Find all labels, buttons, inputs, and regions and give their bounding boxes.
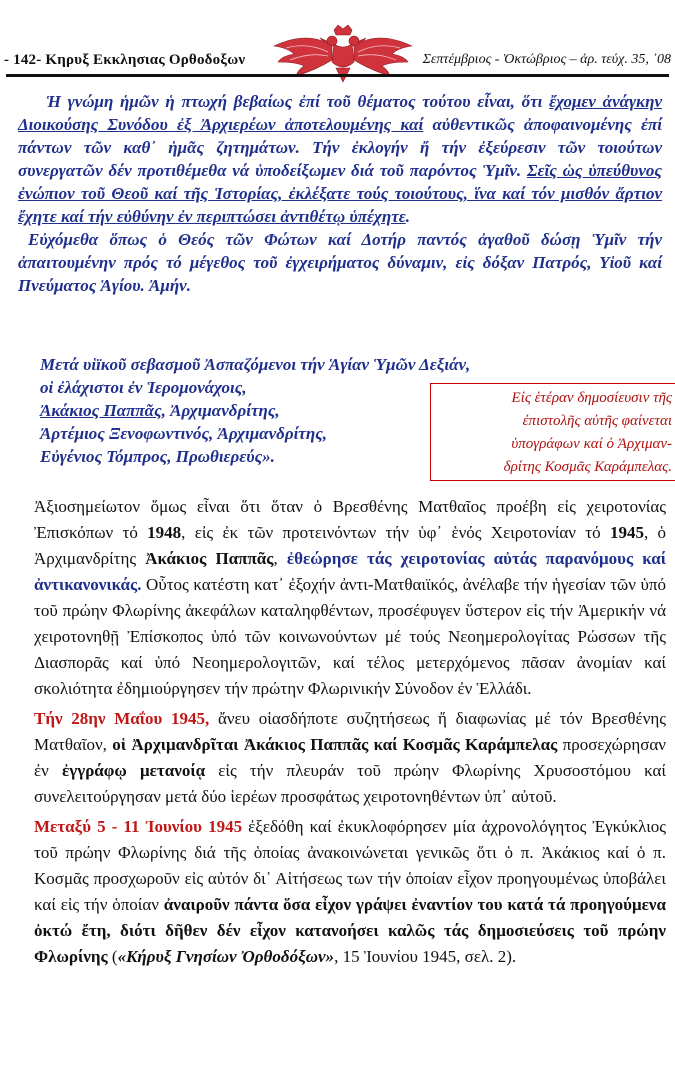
side-note-text [436,387,672,479]
signature-block [40,353,471,468]
side-note [430,383,675,479]
body-highlight: ἐθεώρησε τάς χειροτονίας αὐτάς παρανόμους καί ἀντικανονικάς. [34,549,667,594]
quote-underlined: Σεῖς ὡς ὑπεύθυνος ἐνώπιον τοῦ Θεοῦ καί τῆς Ἱστορίας, ἐκλέξατε τούς τοιούτους, ἵνα καί τόν μισθόν ἄρτιον ἔχητε καί τήν εὐθύνην ἐν περιπτώσει ἀντιθέτῳ ὑπέχητε [18,161,662,226]
body-text: , ὁ Ἀρχιμανδρίτης [34,523,666,568]
signatory-name: Ἀκάκιος Παππᾶς [40,401,162,420]
header-issue-info: Σεπτέμβριος - Ὀκτώβριος – ἀρ. τεύχ. 35, ᾿08 [422,52,671,67]
header-page-and-title: - 142- Κηρυξ Εκκλησιας Ορθοδοξων [4,52,246,68]
body-text: , 15 Ἰουνίου 1945, σελ. 2). [334,947,517,966]
body-bold: οἱ Ἀρχιμανδρῖται Ἀκάκιος Παππᾶς καί Κοσμᾶς Καράμπελας [112,735,558,754]
body-text: Οὗτος κατέστη κατ᾿ ἐξοχήν ἀντι-Ματθαιϊκός, ἀνέλαβε τήν ἡγεσίαν τῶν ὑπό τοῦ πρώην Φλωρίνης ἀκεφάλων καταληφθέντων, προσέφυγεν ὕστερον εἰς τήν Ἀμερικήν νά χειροτονηθῇ Ἐπίσκοπος ὑπό τῶν κοινωνούντων μέ τούς Νεοημερολογίτας Ρώσσων τῆς Διασπορᾶς καί ὑπό Νεοημερολογιτῶν, καί τέλος μετερχόμενος πᾶσαν ἀνομίαν καί σκολιότητα ἐδημιούργησεν τήν πρώτην Φλωρινικήν Σύνοδον ἐν Ἑλλάδι. [34,575,666,698]
signature-line [40,399,460,422]
body-date: Τήν 28ην Μαΐου 1945, [34,709,210,728]
side-note-line: Εἰς ἑτέραν δημοσίευσιν τῆς [511,390,672,406]
signature-line: Εὐγένιος Τόμπρος, Πρωθιερεύς». [40,447,275,466]
body-citation: «Κήρυξ Γνησίων Ὀρθοδόξων» [117,947,335,966]
body-text: , εἰς ἐκ τῶν προτεινόντων τήν ὑφ᾿ ἑνός Χειροτονίαν τό [181,523,610,542]
quote-underlined: ἔχομεν ἀνάγκην Διοικούσης Συνόδου ἐξ Ἀρχιερέων ἀποτελουμένης καί [18,92,662,134]
article-body [34,494,666,970]
side-note-line: δρίτης Κοσμᾶς Καράμπελας. [503,459,672,475]
side-note-line: ἐπιστολῆς αὐτῆς φαίνεται [522,413,672,429]
quote-text: . [405,207,410,226]
body-text: ἐξεδόθη καί ἐκυκλοφόρησεν μία ἀχρονολόγητος Ἐγκύκλιος τοῦ πρώην Φλωρίνης διά τῆς ὁποίας ἀνακοινώνεται γενικῶς ὅτι ὁ π. Ἀκάκιος καί ὁ π. Κοσμᾶς προσχωροῦν εἰς αὐτόν δι᾿ Αἰτήσεως των τήν ὁποίαν εἶχον προηγουμένως ὑποβάλει καί εἰς τήν ὁποίαν [34,817,667,914]
body-year: 1948 [147,523,182,542]
letter-quote [18,90,662,297]
body-text: , [273,549,287,568]
quote-text: αὐθεντικῶς ἀποφαινομένης ἐπί πάντων τῶν καθ᾿ ἡμᾶς ζητημάτων. Τήν ἐκλογήν ἤ τήν ἐξεύρεσιν τῶν τοιούτων συνεργατῶν δέν προτιθέμεθα νά ὑποδείξωμεν διά τοῦ παρόντος Ὑμῖν. [18,115,663,180]
body-bold: ἐγγράφῳ μετανοίᾳ [62,761,206,780]
body-paragraph-2 [34,706,666,810]
signature-line: οἱ ἐλάχιστοι ἐν Ἱερομονάχοις, [40,378,247,397]
body-bold: ἀναιροῦν πάντα ὅσα εἶχον γράψει ἐναντίον του κατά τά προηγούμενα ὀκτώ ἔτη, διότι δῆθεν δέν εἶχον κατανοήσει καλῶς τάς δημοσιεύσεις τοῦ πρώην Φλωρίνης [34,895,666,966]
quote-paragraph-1 [18,90,662,228]
body-text: προσεχώρησαν ἐν [34,735,666,780]
body-name: Ἀκάκιος Παππᾶς [145,549,274,568]
body-text: Ἀξιοσημείωτον ὅμως εἶναι ὅτι ὅταν ὁ Βρεσθένης Ματθαῖος προέβη εἰς χειροτονίας Ἐπισκόπων τό [34,497,666,542]
body-text: εἰς τήν πλευράν τοῦ πρώην Φλωρίνης Χρυσοστόμου καί συνελειτούργησαν μετά δύο ἱερέων προσφάτως χειροτονηθέντων ὑπ᾿ αὐτοῦ. [34,761,667,806]
quote-paragraph-2: Εὐχόμεθα ὅπως ὁ Θεός τῶν Φώτων καί Δοτήρ παντός ἀγαθοῦ δώσῃ Ὑμῖν τήν ἀπαιτουμένην πρός τό μέγεθος τοῦ ἐγχειρήματος δύναμιν, εἰς δόξαν Πατρός, Υἱοῦ καί Πνεύματος Ἁγίου. Ἀμήν. [18,230,662,295]
header-divider [6,74,669,77]
quote-text: Ἡ γνώμη ἡμῶν ἡ πτωχή βεβαίως ἐπί τοῦ θέματος τούτου εἶναι, ὅτι [46,92,550,111]
body-paragraph-1 [34,494,666,702]
page-header [0,0,675,84]
signatory-title: , Ἀρχιμανδρίτης, [161,401,280,420]
body-text: ( [107,947,118,966]
signature-line: Ἀρτέμιος Ξενοφωντινός, Ἀρχιμανδρίτης, [40,424,328,443]
signature-greeting: Μετά υἱϊκοῦ σεβασμοῦ Ἀσπαζόμενοι τήν Ἁγίαν Ὑμῶν Δεξιάν, [40,355,471,374]
body-paragraph-3 [34,814,666,970]
body-date: Μεταξύ 5 - 11 Ἰουνίου 1945 [34,817,243,836]
body-text: ἄνευ οἱασδήποτε συζητήσεως ἤ διαφωνίας μέ τόν Βρεσθένης Ματθαῖον, [34,709,667,754]
body-year: 1945 [609,523,644,542]
side-note-line: ὑπογράφων καί ὁ Ἀρχιμαν- [511,436,672,452]
